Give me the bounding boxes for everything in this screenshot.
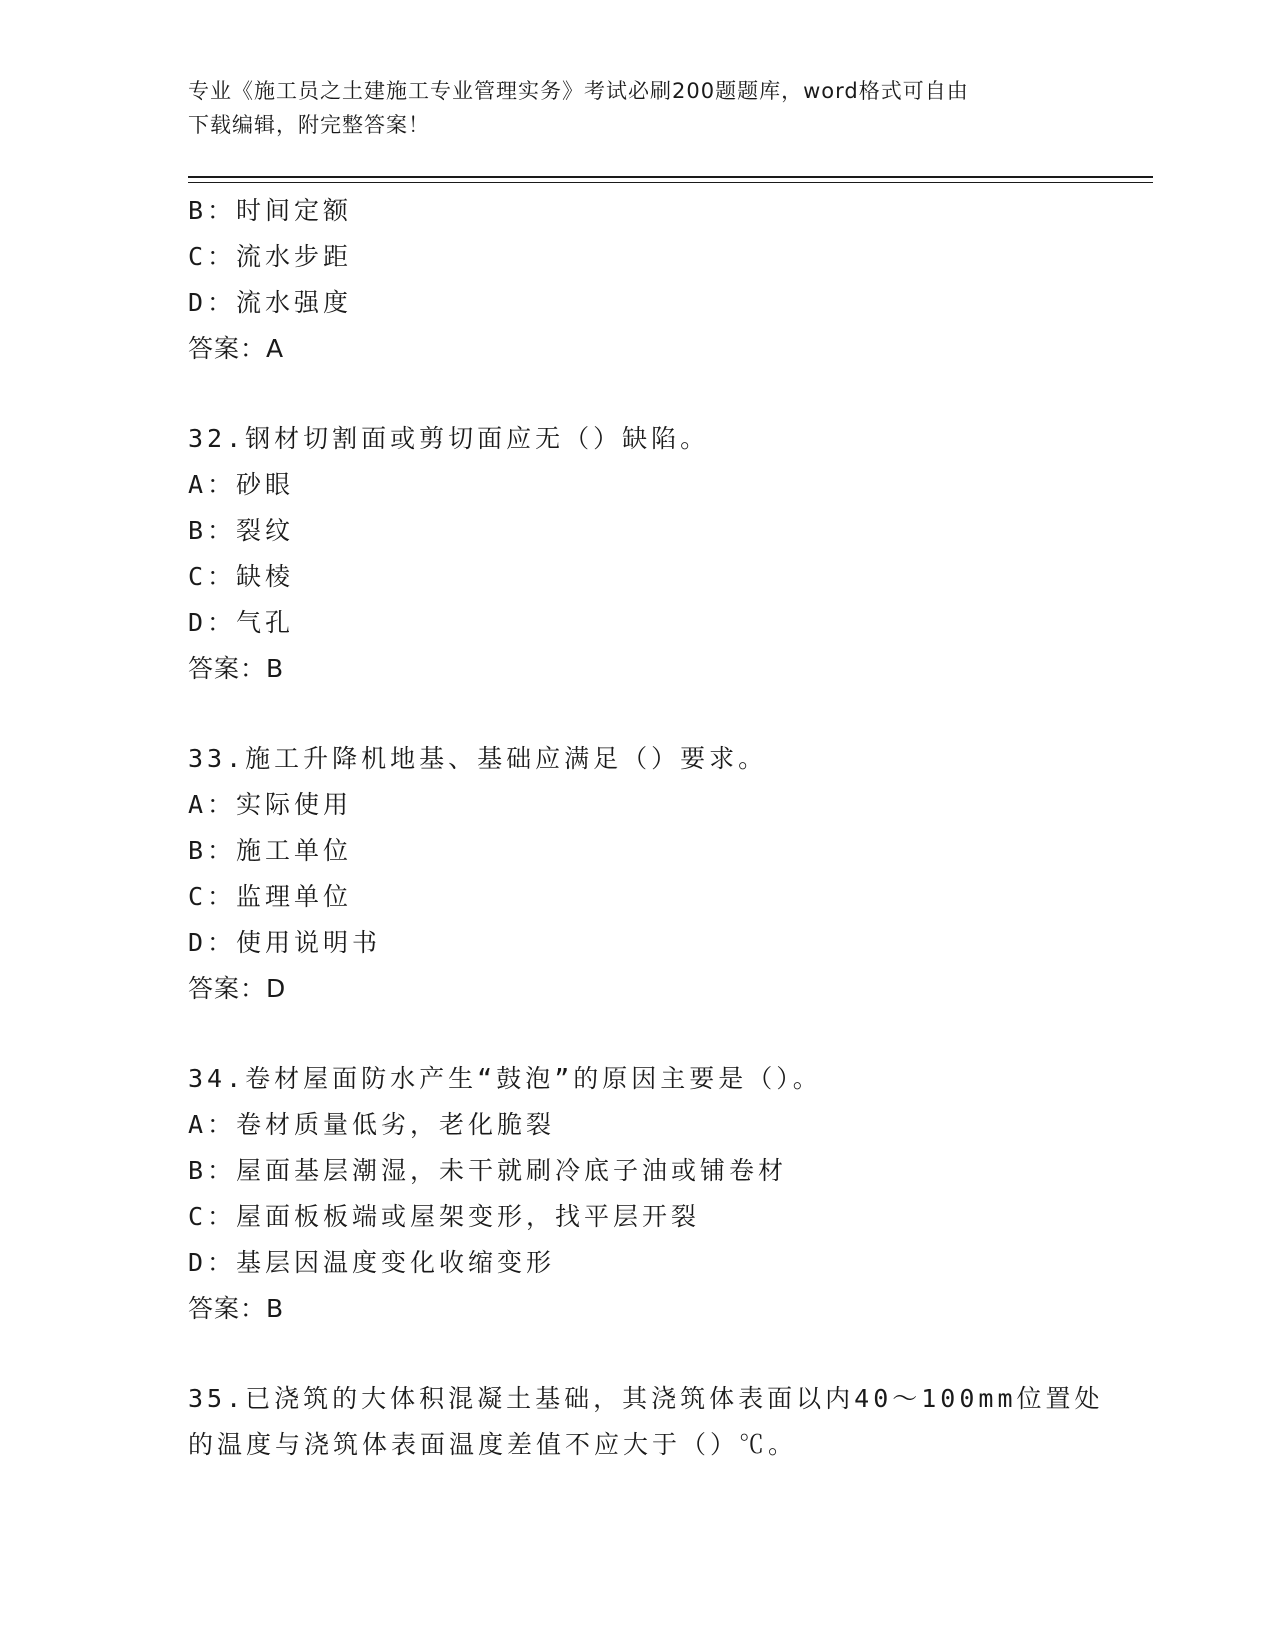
q33-answer: 答案：D: [188, 974, 287, 1003]
spacer: [188, 692, 1148, 736]
spacer: [188, 1332, 1148, 1376]
spacer: [188, 1012, 1148, 1056]
q35-question-line-2: 的温度与浇筑体表面温度差值不应大于（）℃。: [188, 1430, 798, 1459]
header-rule-thin: [188, 182, 1153, 183]
question-35-block: [188, 1376, 1148, 1468]
q31-answer: 答案：A: [188, 334, 285, 363]
q34-option-a: A：卷材质量低劣，老化脆裂: [188, 1110, 556, 1139]
question-34-block: [188, 1056, 1148, 1332]
question-33-block: [188, 736, 1148, 1012]
question-31-block: [188, 188, 1148, 372]
q31-option-d: D：流水强度: [188, 288, 353, 317]
q33-option-c: C：监理单位: [188, 882, 353, 911]
q32-answer: 答案：B: [188, 654, 285, 683]
q34-option-d: D：基层因温度变化收缩变形: [188, 1248, 556, 1277]
q31-option-c: C：流水步距: [188, 242, 353, 271]
q35-question-line-1: 35.已浇筑的大体积混凝土基础，其浇筑体表面以内40～100mm位置处: [188, 1384, 1104, 1413]
q32-option-b: B：裂纹: [188, 516, 295, 545]
q33-option-b: B：施工单位: [188, 836, 353, 865]
q33-option-d: D：使用说明书: [188, 928, 382, 957]
question-list: [188, 188, 1148, 1468]
q34-question: 34.卷材屋面防水产生“鼓泡”的原因主要是（）。: [188, 1064, 822, 1093]
header-rule-thick: [188, 176, 1153, 178]
q32-option-c: C：缺棱: [188, 562, 295, 591]
question-32-block: [188, 416, 1148, 692]
header-line-1: 专业《施工员之土建施工专业管理实务》考试必刷200题题库，word格式可自由: [188, 79, 969, 103]
header-line-2: 下载编辑，附完整答案！: [188, 113, 430, 137]
q34-option-c: C：屋面板板端或屋架变形，找平层开裂: [188, 1202, 701, 1231]
document-header: [188, 74, 1068, 142]
q33-option-a: A：实际使用: [188, 790, 353, 819]
q34-option-b: B：屋面基层潮湿，未干就刷冷底子油或铺卷材: [188, 1156, 788, 1185]
spacer: [188, 372, 1148, 416]
q32-option-a: A：砂眼: [188, 470, 295, 499]
q33-question: 33.施工升降机地基、基础应满足（）要求。: [188, 744, 768, 773]
q32-question: 32.钢材切割面或剪切面应无（）缺陷。: [188, 424, 710, 453]
q34-answer: 答案：B: [188, 1294, 285, 1323]
q32-option-d: D：气孔: [188, 608, 295, 637]
q31-option-b: B：时间定额: [188, 196, 353, 225]
